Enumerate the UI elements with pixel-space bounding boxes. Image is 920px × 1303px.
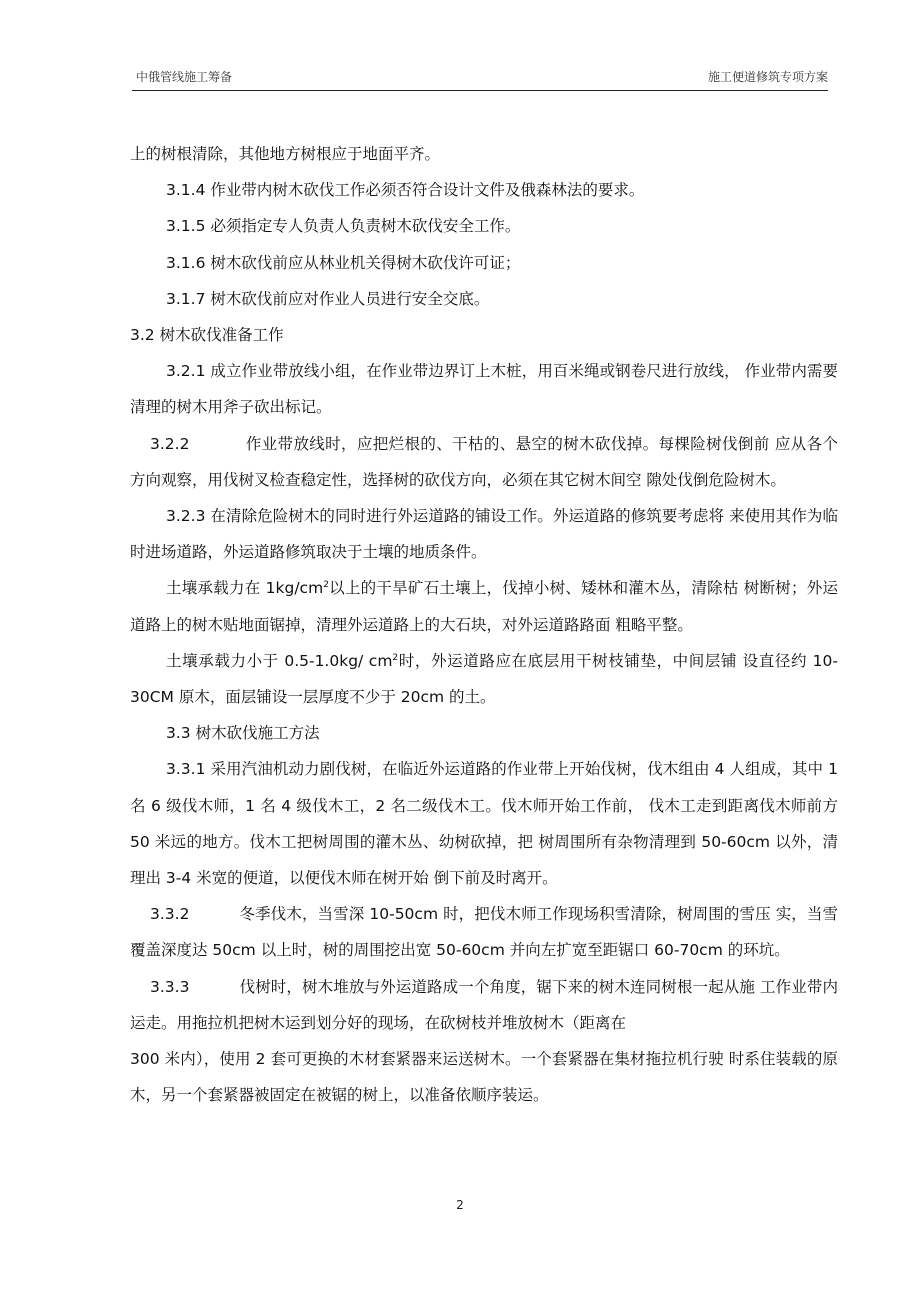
paragraph-continued: 上的树根清除，其他地方树根应于地面平齐。 <box>130 145 441 163</box>
clause-3-2-3: 3.2.3 在清除危险树木的同时进行外运道路的铺设工作。外运道路的修筑要考虑将 来使用其作为临时进场道路，外运道路修筑取决于土壤的地质条件。 <box>130 507 838 562</box>
clause-text: 冬季伐木，当雪深 10-50cm 时，把伐木师工作现场积雪清除，树周围的雪压 实，当雪覆盖深度达 50cm 以上时，树的周围挖出宽 50-60cm 并向左扩宽至距锯口 60-70cm 的环坑。 <box>130 905 838 960</box>
soil-text: 土壤承载力在 1kg/cm <box>166 579 324 598</box>
clause-3-1-6: 3.1.6 树木砍伐前应从林业机关得树木砍伐许可证； <box>166 253 521 272</box>
soil-text: 土壤承载力小于 0.5-1.0kg/ cm <box>166 651 393 670</box>
page-header <box>132 66 828 91</box>
soil-paragraph-1 <box>130 570 838 642</box>
superscript: 2 <box>323 580 329 591</box>
soil-text: 时，外运道路应在底层用干树枝铺垫，中间层铺 设直径约 10-30CM 原木，面层铺设一层厚度不少于 20cm 的土。 <box>130 651 838 707</box>
clause-text: 伐树时，树木堆放与外运道路成一个角度，锯下来的树木连同树根一起从施 工作业带内运走。用拖拉机把树木运到划分好的现场，在砍树枝并堆放树木（距离在 <box>130 977 838 1032</box>
clause-3-1-4: 3.1.4 作业带内树木砍伐工作必须否符合设计文件及俄森林法的要求。 <box>166 181 645 200</box>
clause-number: 3.2.2 <box>150 434 190 453</box>
clause-3-2-1: 3.2.1 成立作业带放线小组，在作业带边界订上木桩，用百米绳或钢卷尺进行放线， 作业带内需要清理的树木用斧子砍出标记。 <box>130 362 838 417</box>
clause-3-2-2 <box>130 426 838 498</box>
section-heading-3-3: 3.3 树木砍伐施工方法 <box>166 724 320 743</box>
superscript: 2 <box>392 652 399 663</box>
clause-number: 3.3.3 <box>150 977 190 996</box>
clause-3-3-3-continued: 300 米内），使用 2 套可更换的木材套紧器来运送树木。一个套紧器在集材拖拉机行驶 时系住装载的原木，另一个套紧器被固定在被锯的树上，以准备依顺序装运。 <box>130 1050 838 1105</box>
clause-3-3-1: 3.3.1 采用汽油机动力剧伐树，在临近外运道路的作业带上开始伐树，伐木组由 4 人组成，其中 1 名 6 级伐木师，1 名 4 级伐木工，2 名二级伐木工。伐木师开始工作前， 伐木工走到距离伐木师前方 50 米远的地方。伐木工把树周围的灌木丛、幼树砍掉，把 树周围所有杂物清理到 50-60cm 以外，清理出 3-4 米宽的便道，以便伐木师在树开始 倒下前及时离开。 <box>130 760 838 888</box>
soil-paragraph-2 <box>130 643 838 715</box>
clause-text: 作业带放线时，应把烂根的、干枯的、悬空的树木砍伐掉。每棵险树伐倒前 应从各个方向观察，用伐树叉检查稳定性，选择树的砍伐方向，必须在其它树木间空 隙处伐倒危险树木。 <box>130 434 838 489</box>
soil-text: 以上的干旱矿石土壤上，伐掉小树、矮林和灌木丛，清除枯 树断树；外运道路上的树木贴地面锯掉，清理外运道路上的大石块，对外运道路路面 粗略平整。 <box>130 579 838 634</box>
clause-3-3-2 <box>130 896 838 968</box>
page-number: 2 <box>456 1198 464 1212</box>
clause-3-1-5: 3.1.5 必须指定专人负责人负责树木砍伐安全工作。 <box>166 217 521 236</box>
section-heading-3-2: 3.2 树木砍伐准备工作 <box>130 326 284 345</box>
clause-3-1-7: 3.1.7 树木砍伐前应对作业人员进行安全交底。 <box>166 289 490 308</box>
clause-3-3-3 <box>130 969 838 1041</box>
clause-number: 3.3.2 <box>150 905 190 924</box>
document-body <box>130 136 838 1113</box>
header-left-title: 中俄管线施工筹备 <box>136 70 233 84</box>
header-right-title: 施工便道修筑专项方案 <box>707 70 828 84</box>
